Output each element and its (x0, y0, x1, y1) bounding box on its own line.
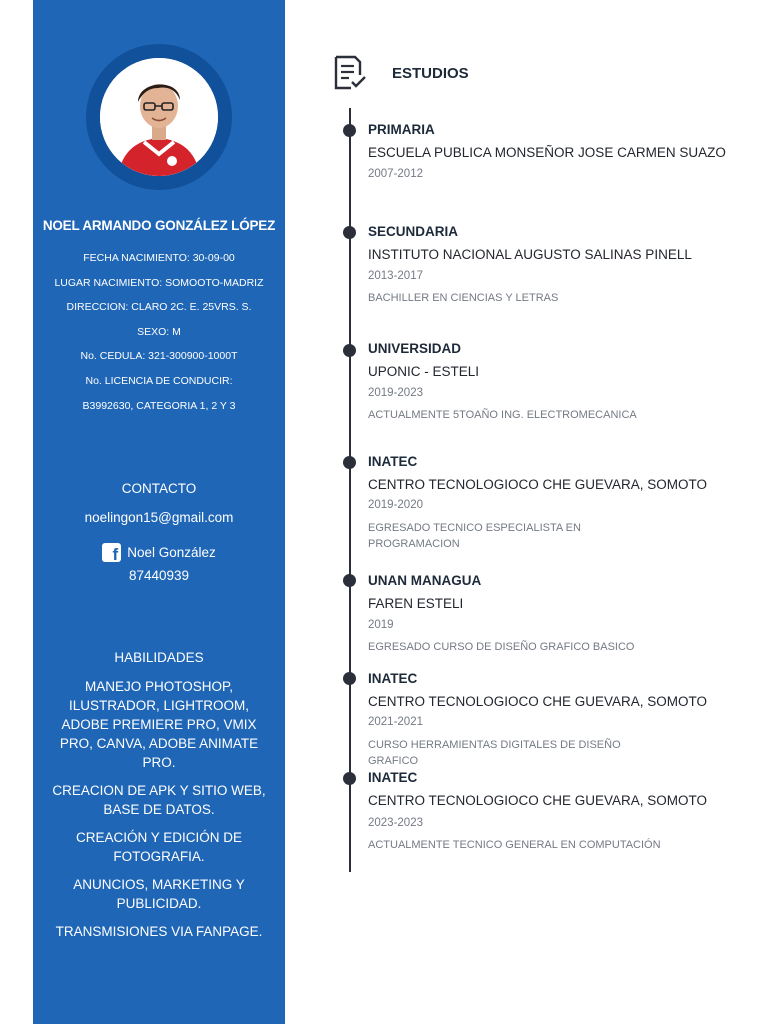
entry-years: 2019-2020 (368, 499, 423, 511)
entry-note: EGRESADO TECNICO ESPECIALISTA EN PROGRAMACION (368, 522, 581, 550)
person-portrait-icon (100, 58, 218, 176)
entry-note: CURSO HERRAMIENTAS DIGITALES DE DISEÑO GRAFICO (368, 739, 621, 767)
contact-title: CONTACTO (121, 481, 197, 496)
entry-level: INATEC (368, 770, 418, 785)
timeline-line (349, 108, 351, 872)
entry-school: INSTITUTO NACIONAL AUGUSTO SALINAS PINELL (368, 247, 692, 262)
document-check-icon (333, 55, 367, 91)
skills-section (49, 650, 269, 950)
entry-school: FAREN ESTELI (368, 596, 464, 611)
entry-note: EGRESADO CURSO DE DISEÑO GRAFICO BASICO (368, 641, 635, 653)
timeline-dot (343, 124, 356, 137)
entry-school: ESCUELA PUBLICA MONSEÑOR JOSE CARMEN SUAZO (368, 145, 726, 160)
entry-school: CENTRO TECNOLOGIOCO CHE GUEVARA, SOMOTO (368, 793, 708, 808)
skill-item: ANUNCIOS, MARKETING Y PUBLICIDAD. (73, 877, 245, 911)
education-title: ESTUDIOS (392, 65, 469, 82)
entry-school: CENTRO TECNOLOGIOCO CHE GUEVARA, SOMOTO (368, 694, 708, 709)
entry-years: 2021-2021 (368, 716, 423, 728)
profile-name: NOEL ARMANDO GONZÁLEZ LÓPEZ (42, 218, 276, 233)
contact-phone[interactable]: 87440939 (128, 568, 190, 583)
entry-note: BACHILLER EN CIENCIAS Y LETRAS (368, 292, 559, 304)
sidebar (33, 0, 285, 1024)
entry-level: PRIMARIA (368, 122, 435, 137)
info-id-number: No. CEDULA: 321-300900-1000T (80, 350, 238, 363)
timeline-dot (343, 772, 356, 785)
facebook-icon: f (102, 543, 121, 562)
contact-facebook[interactable] (33, 538, 285, 567)
entry-level: UNAN MANAGUA (368, 573, 482, 588)
contact-facebook-name: Noel González (127, 544, 216, 560)
entry-school: UPONIC - ESTELI (368, 364, 480, 379)
skill-item: TRANSMISIONES VIA FANPAGE. (55, 924, 263, 939)
personal-info (33, 250, 285, 422)
timeline-dot (343, 344, 356, 357)
entry-years: 2023-2023 (368, 817, 423, 829)
entry-school: CENTRO TECNOLOGIOCO CHE GUEVARA, SOMOTO (368, 477, 708, 492)
info-birth-place: LUGAR NACIMIENTO: SOMOOTO-MADRIZ (54, 276, 264, 289)
entry-note: ACTUALMENTE TECNICO GENERAL EN COMPUTACIÓN (368, 839, 661, 851)
entry-years: 2019 (368, 619, 394, 631)
entry-level: SECUNDARIA (368, 224, 459, 239)
info-sex: SEXO: M (137, 325, 181, 338)
entry-level: INATEC (368, 454, 418, 469)
entry-level: INATEC (368, 671, 418, 686)
entry-years: 2019-2023 (368, 387, 423, 399)
profile-photo (100, 58, 218, 176)
info-address: DIRECCION: CLARO 2C. E. 25VRS. S. (66, 301, 252, 314)
skill-item: MANEJO PHOTOSHOP, ILUSTRADOR, LIGHTROOM, ADOBE PREMIERE PRO, VMIX PRO, CANVA, ADOBE ANIMATE PRO. (59, 679, 259, 770)
profile-photo-ring (86, 44, 232, 190)
timeline-dot (343, 672, 356, 685)
timeline-dot (343, 456, 356, 469)
entry-level: UNIVERSIDAD (368, 341, 462, 356)
contact-email[interactable]: noelingon15@gmail.com (84, 510, 234, 525)
skills-title: HABILIDADES (114, 650, 204, 665)
entry-years: 2013-2017 (368, 270, 423, 282)
skill-item: CREACIÓN Y EDICIÓN DE FOTOGRAFIA. (75, 830, 243, 864)
info-license-label: No. LICENCIA DE CONDUCIR: (85, 374, 233, 387)
entry-note: ACTUALMENTE 5TOAÑO ING. ELECTROMECANICA (368, 409, 637, 421)
entry-years: 2007-2012 (368, 168, 423, 180)
timeline-dot (343, 226, 356, 239)
skill-item: CREACION DE APK Y SITIO WEB, BASE DE DATOS. (52, 783, 266, 817)
contact-section (33, 480, 285, 596)
info-birth-date: FECHA NACIMIENTO: 30-09-00 (83, 252, 235, 264)
timeline-dot (343, 574, 356, 587)
info-license-value: B3992630, CATEGORIA 1, 2 Y 3 (82, 399, 236, 412)
